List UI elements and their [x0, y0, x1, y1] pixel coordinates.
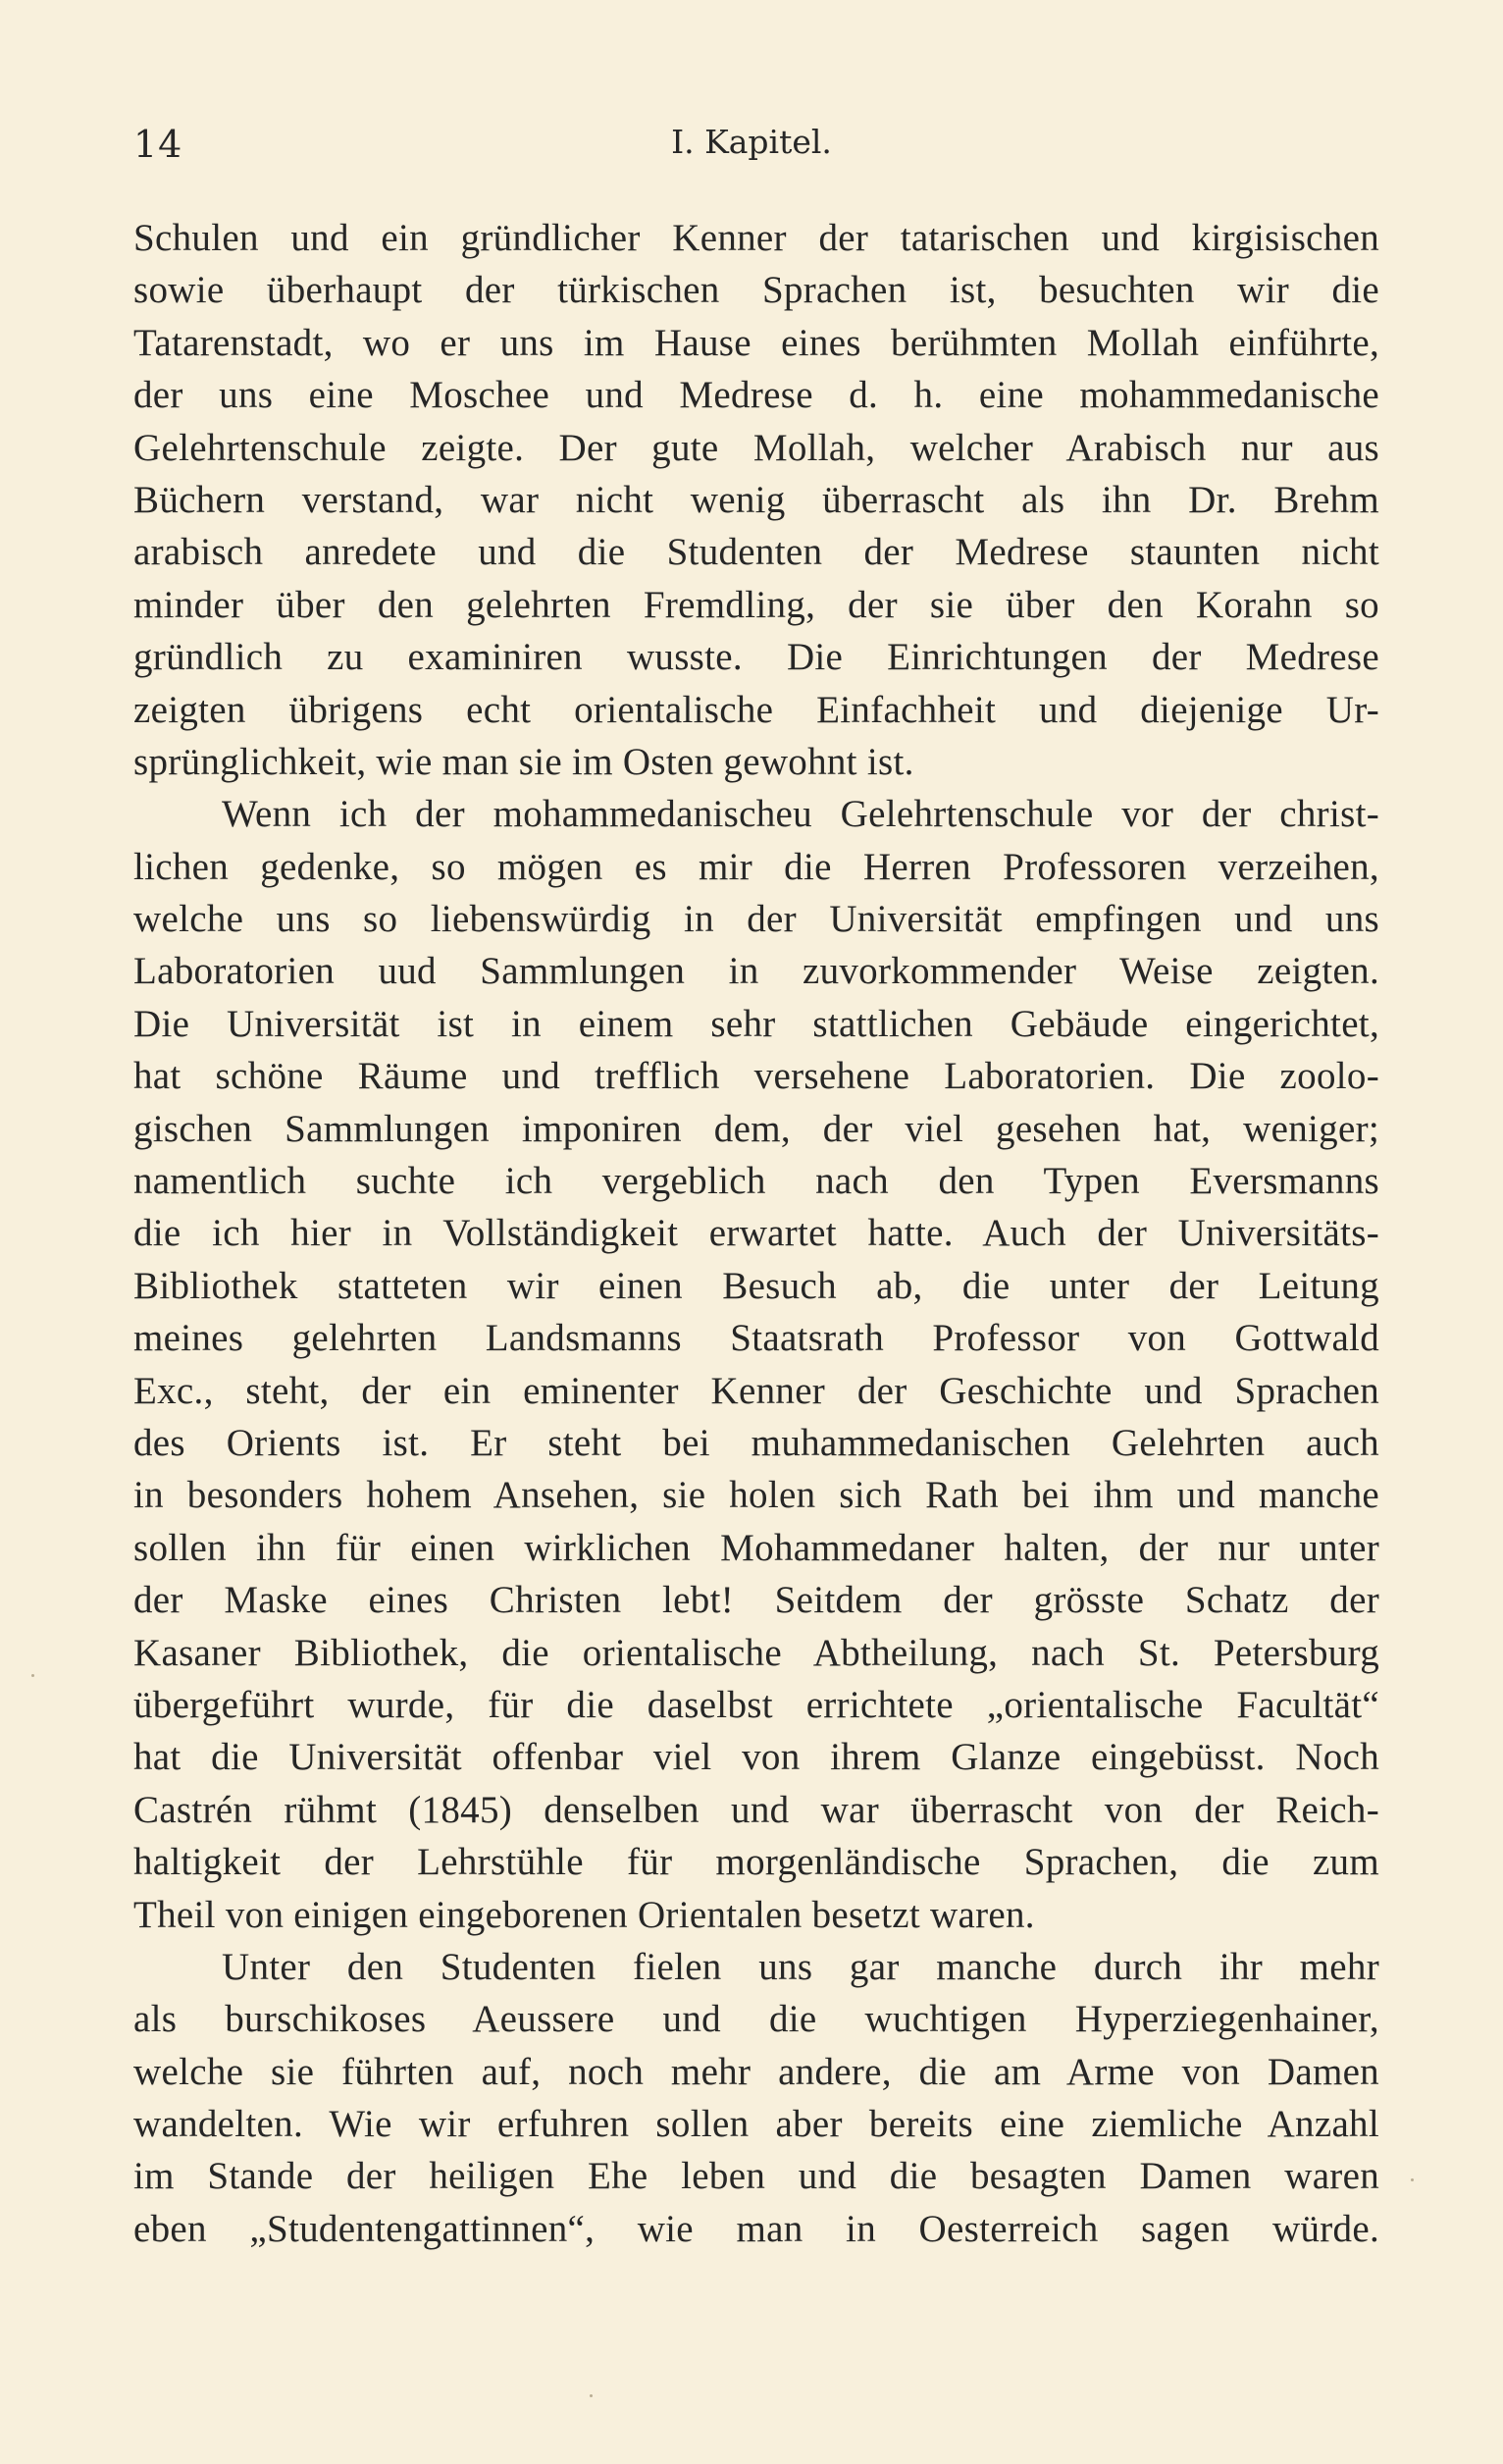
text-line: in besonders hohem Ansehen, sie holen sich Rath bei ihm und manche: [133, 1474, 1379, 1517]
text-line: übergeführt wurde, für die daselbst errichtete „orientalische Facultät“: [133, 1683, 1379, 1726]
text-line: eben „Studentengattinnen“, wie man in Oesterreich sagen würde.: [133, 2207, 1379, 2250]
text-line: Die Universität ist in einem sehr stattlichen Gebäude eingerichtet,: [133, 1002, 1379, 1045]
text-line: der Maske eines Christen lebt! Seitdem der grösste Schatz der: [133, 1579, 1379, 1622]
text-line: minder über den gelehrten Fremdling, der sie über den Korahn so: [133, 583, 1379, 626]
text-line: haltigkeit der Lehrstühle für morgenländische Sprachen, die zum: [133, 1841, 1379, 1884]
text-line: welche sie führten auf, noch mehr andere, die am Arme von Damen: [133, 2050, 1379, 2093]
body-text: [133, 212, 1379, 2255]
text-line: wandelten. Wie wir erfuhren sollen aber bereits eine ziemliche Anzahl: [133, 2103, 1379, 2146]
text-line: Kasaner Bibliothek, die orientalische Abtheilung, nach St. Petersburg: [133, 1631, 1379, 1674]
text-line: welche uns so liebenswürdig in der Universität empfingen und uns: [133, 898, 1379, 941]
text-line: arabisch anredete und die Studenten der Medrese staunten nicht: [133, 531, 1379, 574]
text-line: die ich hier in Vollständigkeit erwartet hatte. Auch der Universitäts-: [133, 1212, 1379, 1255]
text-line: Theil von einigen eingeborenen Orientalen besetzt waren.: [133, 1893, 1035, 1936]
paper-speck: [1411, 2178, 1414, 2181]
text-line: sowie überhaupt der türkischen Sprachen ist, besuchten wir die: [133, 269, 1379, 312]
text-line: sprünglichkeit, wie man sie im Osten gewohnt ist.: [133, 740, 914, 783]
text-line: Castrén rühmt (1845) denselben und war überrascht von der Reich-: [133, 1788, 1379, 1831]
text-line: Exc., steht, der ein eminenter Kenner der Geschichte und Sprachen: [133, 1369, 1379, 1412]
paragraph-first-line: Unter den Studenten fielen uns gar manche durch ihr mehr: [222, 1945, 1379, 1988]
paper-speck: [590, 2394, 593, 2397]
text-line: der uns eine Moschee und Medrese d. h. eine mohammedanische: [133, 374, 1379, 417]
text-line: hat die Universität offenbar viel von ihrem Glanze eingebüsst. Noch: [133, 1736, 1379, 1779]
paper-speck: [31, 1674, 34, 1677]
text-line: Bibliothek statteten wir einen Besuch ab, die unter der Leitung: [133, 1264, 1379, 1307]
text-line: gründlich zu examiniren wusste. Die Einrichtungen der Medrese: [133, 636, 1379, 679]
text-line: des Orients ist. Er steht bei muhammedanischen Gelehrten auch: [133, 1421, 1379, 1464]
text-line: meines gelehrten Landsmanns Staatsrath Professor von Gottwald: [133, 1317, 1379, 1360]
text-line: Gelehrtenschule zeigte. Der gute Mollah, welcher Arabisch nur aus: [133, 426, 1379, 469]
text-line: namentlich suchte ich vergeblich nach den Typen Eversmanns: [133, 1160, 1379, 1203]
running-head: I. Kapitel.: [671, 123, 832, 161]
text-line: Laboratorien uud Sammlungen in zuvorkommender Weise zeigten.: [133, 950, 1379, 993]
text-line: Schulen und ein gründlicher Kenner der tatarischen und kirgisischen: [133, 217, 1379, 259]
page-number: 14: [133, 123, 183, 166]
text-line: als burschikoses Aeussere und die wuchtigen Hyperziegenhainer,: [133, 1998, 1379, 2041]
text-line: Büchern verstand, war nicht wenig überrascht als ihn Dr. Brehm: [133, 478, 1379, 521]
text-line: Tatarenstadt, wo er uns im Hause eines berühmten Mollah einführte,: [133, 321, 1379, 364]
text-line: hat schöne Räume und trefflich versehene Laboratorien. Die zoolo-: [133, 1055, 1379, 1098]
text-line: gischen Sammlungen imponiren dem, der viel gesehen hat, weniger;: [133, 1107, 1379, 1150]
text-line: lichen gedenke, so mögen es mir die Herren Professoren verzeihen,: [133, 845, 1379, 888]
text-line: im Stande der heiligen Ehe leben und die besagten Damen waren: [133, 2155, 1379, 2198]
paragraph-first-line: Wenn ich der mohammedanischeu Gelehrtenschule vor der christ-: [222, 793, 1379, 836]
text-line: zeigten übrigens echt orientalische Einfachheit und diejenige Ur-: [133, 688, 1379, 731]
text-line: sollen ihn für einen wirklichen Mohammedaner halten, der nur unter: [133, 1526, 1379, 1569]
